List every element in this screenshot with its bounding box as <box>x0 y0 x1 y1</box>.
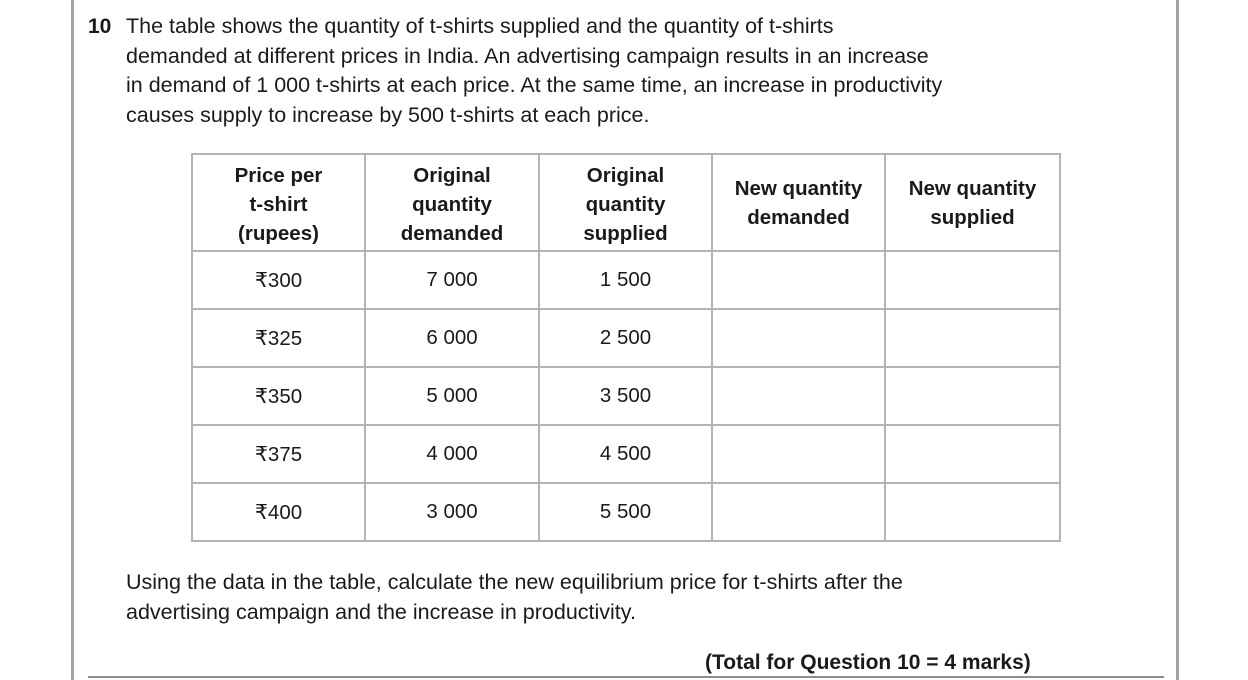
question-line: in demand of 1 000 t-shirts at each price. At the same time, an increase in productivity <box>126 73 943 97</box>
header-new-supplied: New quantity supplied <box>885 154 1060 251</box>
question-line: demanded at different prices in India. An advertising campaign results in an increase <box>126 43 929 68</box>
new-demanded-answer-cell[interactable] <box>712 425 885 483</box>
table-header-row <box>192 154 1060 251</box>
original-supplied-cell: 5 500 <box>539 483 712 541</box>
table-row <box>192 251 1060 309</box>
question-number: 10 <box>88 15 112 38</box>
new-supplied-answer-cell[interactable] <box>885 251 1060 309</box>
new-demanded-answer-cell[interactable] <box>712 251 885 309</box>
new-supplied-answer-cell[interactable] <box>885 367 1060 425</box>
table-row <box>192 483 1060 541</box>
new-supplied-answer-cell[interactable] <box>885 483 1060 541</box>
original-demanded-cell: 3 000 <box>365 483 539 541</box>
new-demanded-answer-cell[interactable] <box>712 309 885 367</box>
new-demanded-answer-cell[interactable] <box>712 483 885 541</box>
table-row <box>192 367 1060 425</box>
header-original-demanded: Original quantity demanded <box>365 154 539 251</box>
original-supplied-cell: 3 500 <box>539 367 712 425</box>
instruction-line: advertising campaign and the increase in productivity. <box>126 600 636 624</box>
price-cell: ₹400 <box>192 483 365 541</box>
original-demanded-cell: 7 000 <box>365 251 539 309</box>
original-supplied-cell: 2 500 <box>539 309 712 367</box>
question-text <box>126 12 1066 130</box>
instruction-text <box>126 567 1106 627</box>
price-cell: ₹325 <box>192 309 365 367</box>
total-marks: (Total for Question 10 = 4 marks) <box>705 651 1031 674</box>
new-demanded-answer-cell[interactable] <box>712 367 885 425</box>
price-cell: ₹375 <box>192 425 365 483</box>
instruction-line: Using the data in the table, calculate the new equilibrium price for t-shirts after the <box>126 570 903 594</box>
original-demanded-cell: 4 000 <box>365 425 539 483</box>
page-border-right <box>1176 0 1179 680</box>
header-price: Price per t-shirt (rupees) <box>192 154 365 251</box>
table-row <box>192 425 1060 483</box>
original-demanded-cell: 6 000 <box>365 309 539 367</box>
original-supplied-cell: 4 500 <box>539 425 712 483</box>
price-cell: ₹300 <box>192 251 365 309</box>
price-cell: ₹350 <box>192 367 365 425</box>
question-line: causes supply to increase by 500 t-shirts at each price. <box>126 102 650 127</box>
original-demanded-cell: 5 000 <box>365 367 539 425</box>
page-border-left <box>71 0 74 680</box>
table-row <box>192 309 1060 367</box>
new-supplied-answer-cell[interactable] <box>885 425 1060 483</box>
header-original-supplied: Original quantity supplied <box>539 154 712 251</box>
new-supplied-answer-cell[interactable] <box>885 309 1060 367</box>
header-new-demanded: New quantity demanded <box>712 154 885 251</box>
question-line: The table shows the quantity of t-shirts supplied and the quantity of t-shirts <box>126 14 834 38</box>
original-supplied-cell: 1 500 <box>539 251 712 309</box>
supply-demand-table <box>191 153 1061 542</box>
